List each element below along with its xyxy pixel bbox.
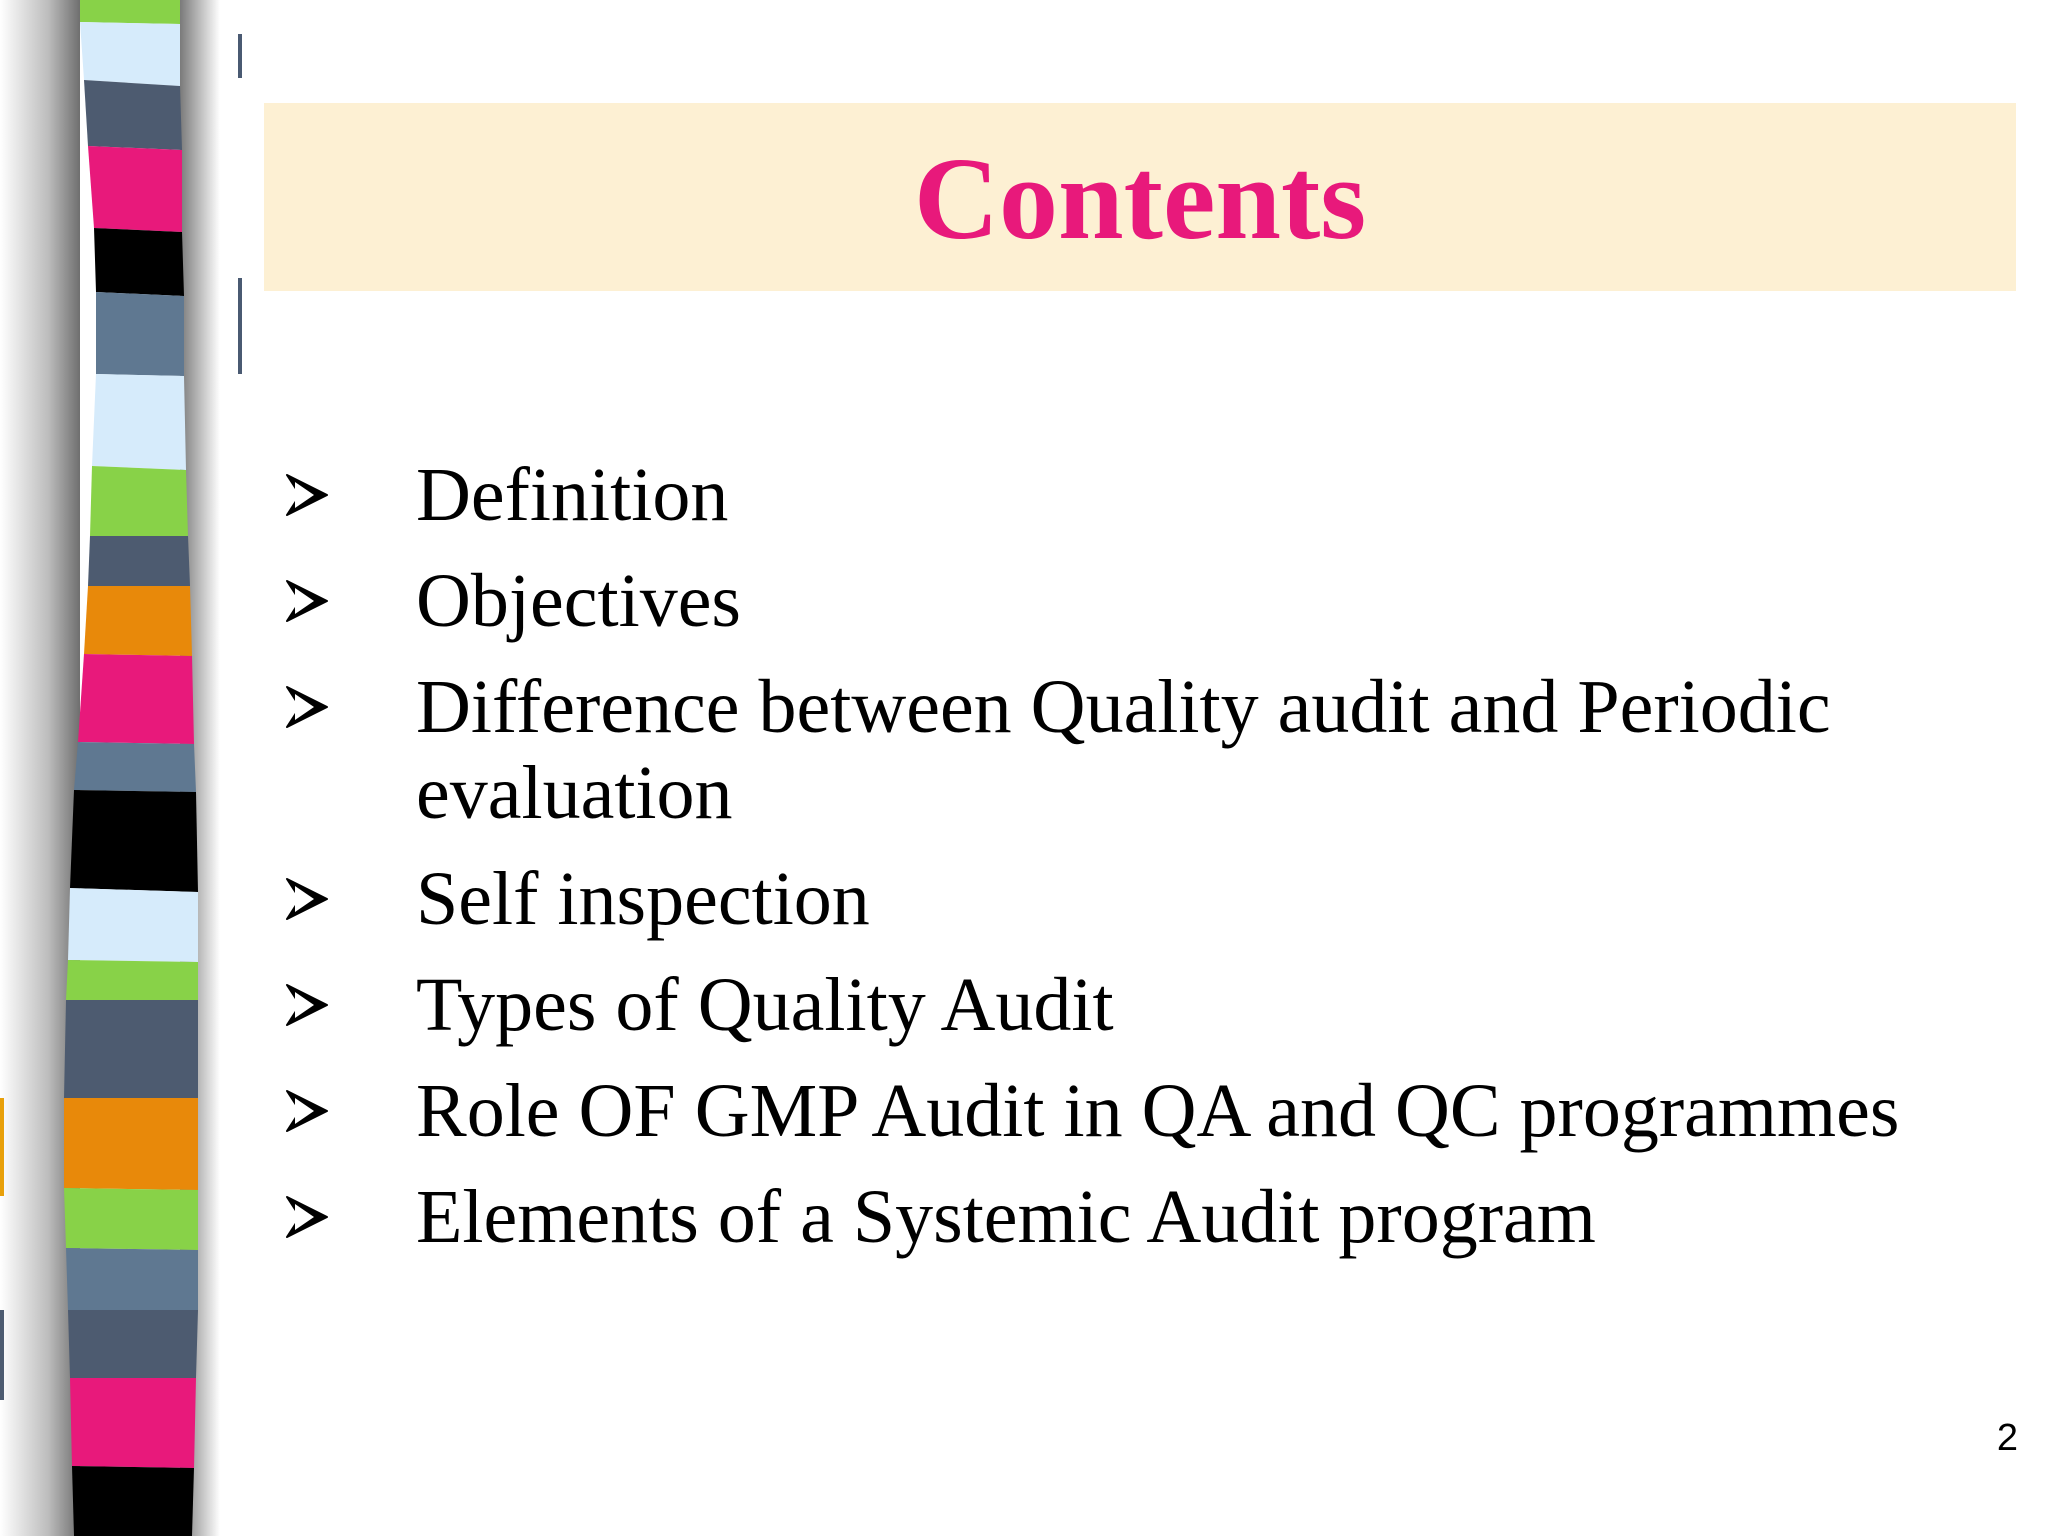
list-item: [284, 664, 2024, 836]
list-item: [284, 558, 2024, 644]
edge-mark-slate: [0, 1310, 4, 1400]
list-item-text: Types of Quality Audit: [416, 963, 1114, 1047]
page-number: 2: [1996, 1417, 2018, 1459]
arrowhead-bullet-icon: [284, 1068, 334, 1154]
edge-mark-amber: [0, 1098, 4, 1196]
contents-list: [284, 452, 2024, 1280]
arrowhead-bullet-icon: [284, 558, 334, 644]
list-item: [284, 1068, 2024, 1154]
arrowhead-bullet-icon: [284, 962, 334, 1048]
arrowhead-bullet-icon: [284, 856, 334, 942]
accent-line-middle: [238, 278, 242, 374]
list-item-text: Elements of a Systemic Audit program: [416, 1175, 1596, 1259]
list-item-text: Role OF GMP Audit in QA and QC programmes: [416, 1069, 1900, 1153]
stripe-bands: [64, 0, 198, 1536]
list-item-text: Definition: [416, 453, 729, 537]
slide-title: Contents: [913, 133, 1367, 264]
list-item-text: Self inspection: [416, 857, 870, 941]
list-item: [284, 452, 2024, 538]
accent-line-top: [238, 34, 242, 78]
list-item: [284, 1174, 2024, 1260]
arrowhead-bullet-icon: [284, 1174, 334, 1260]
list-item-text: Objectives: [416, 559, 742, 643]
arrowhead-bullet-icon: [284, 664, 334, 750]
decorative-stripe-column: [0, 0, 240, 1536]
list-item: [284, 962, 2024, 1048]
list-item: [284, 856, 2024, 942]
title-band: [264, 103, 2016, 291]
list-item-text: Difference between Quality audit and Periodic evaluation: [416, 665, 1831, 835]
arrowhead-bullet-icon: [284, 452, 334, 538]
